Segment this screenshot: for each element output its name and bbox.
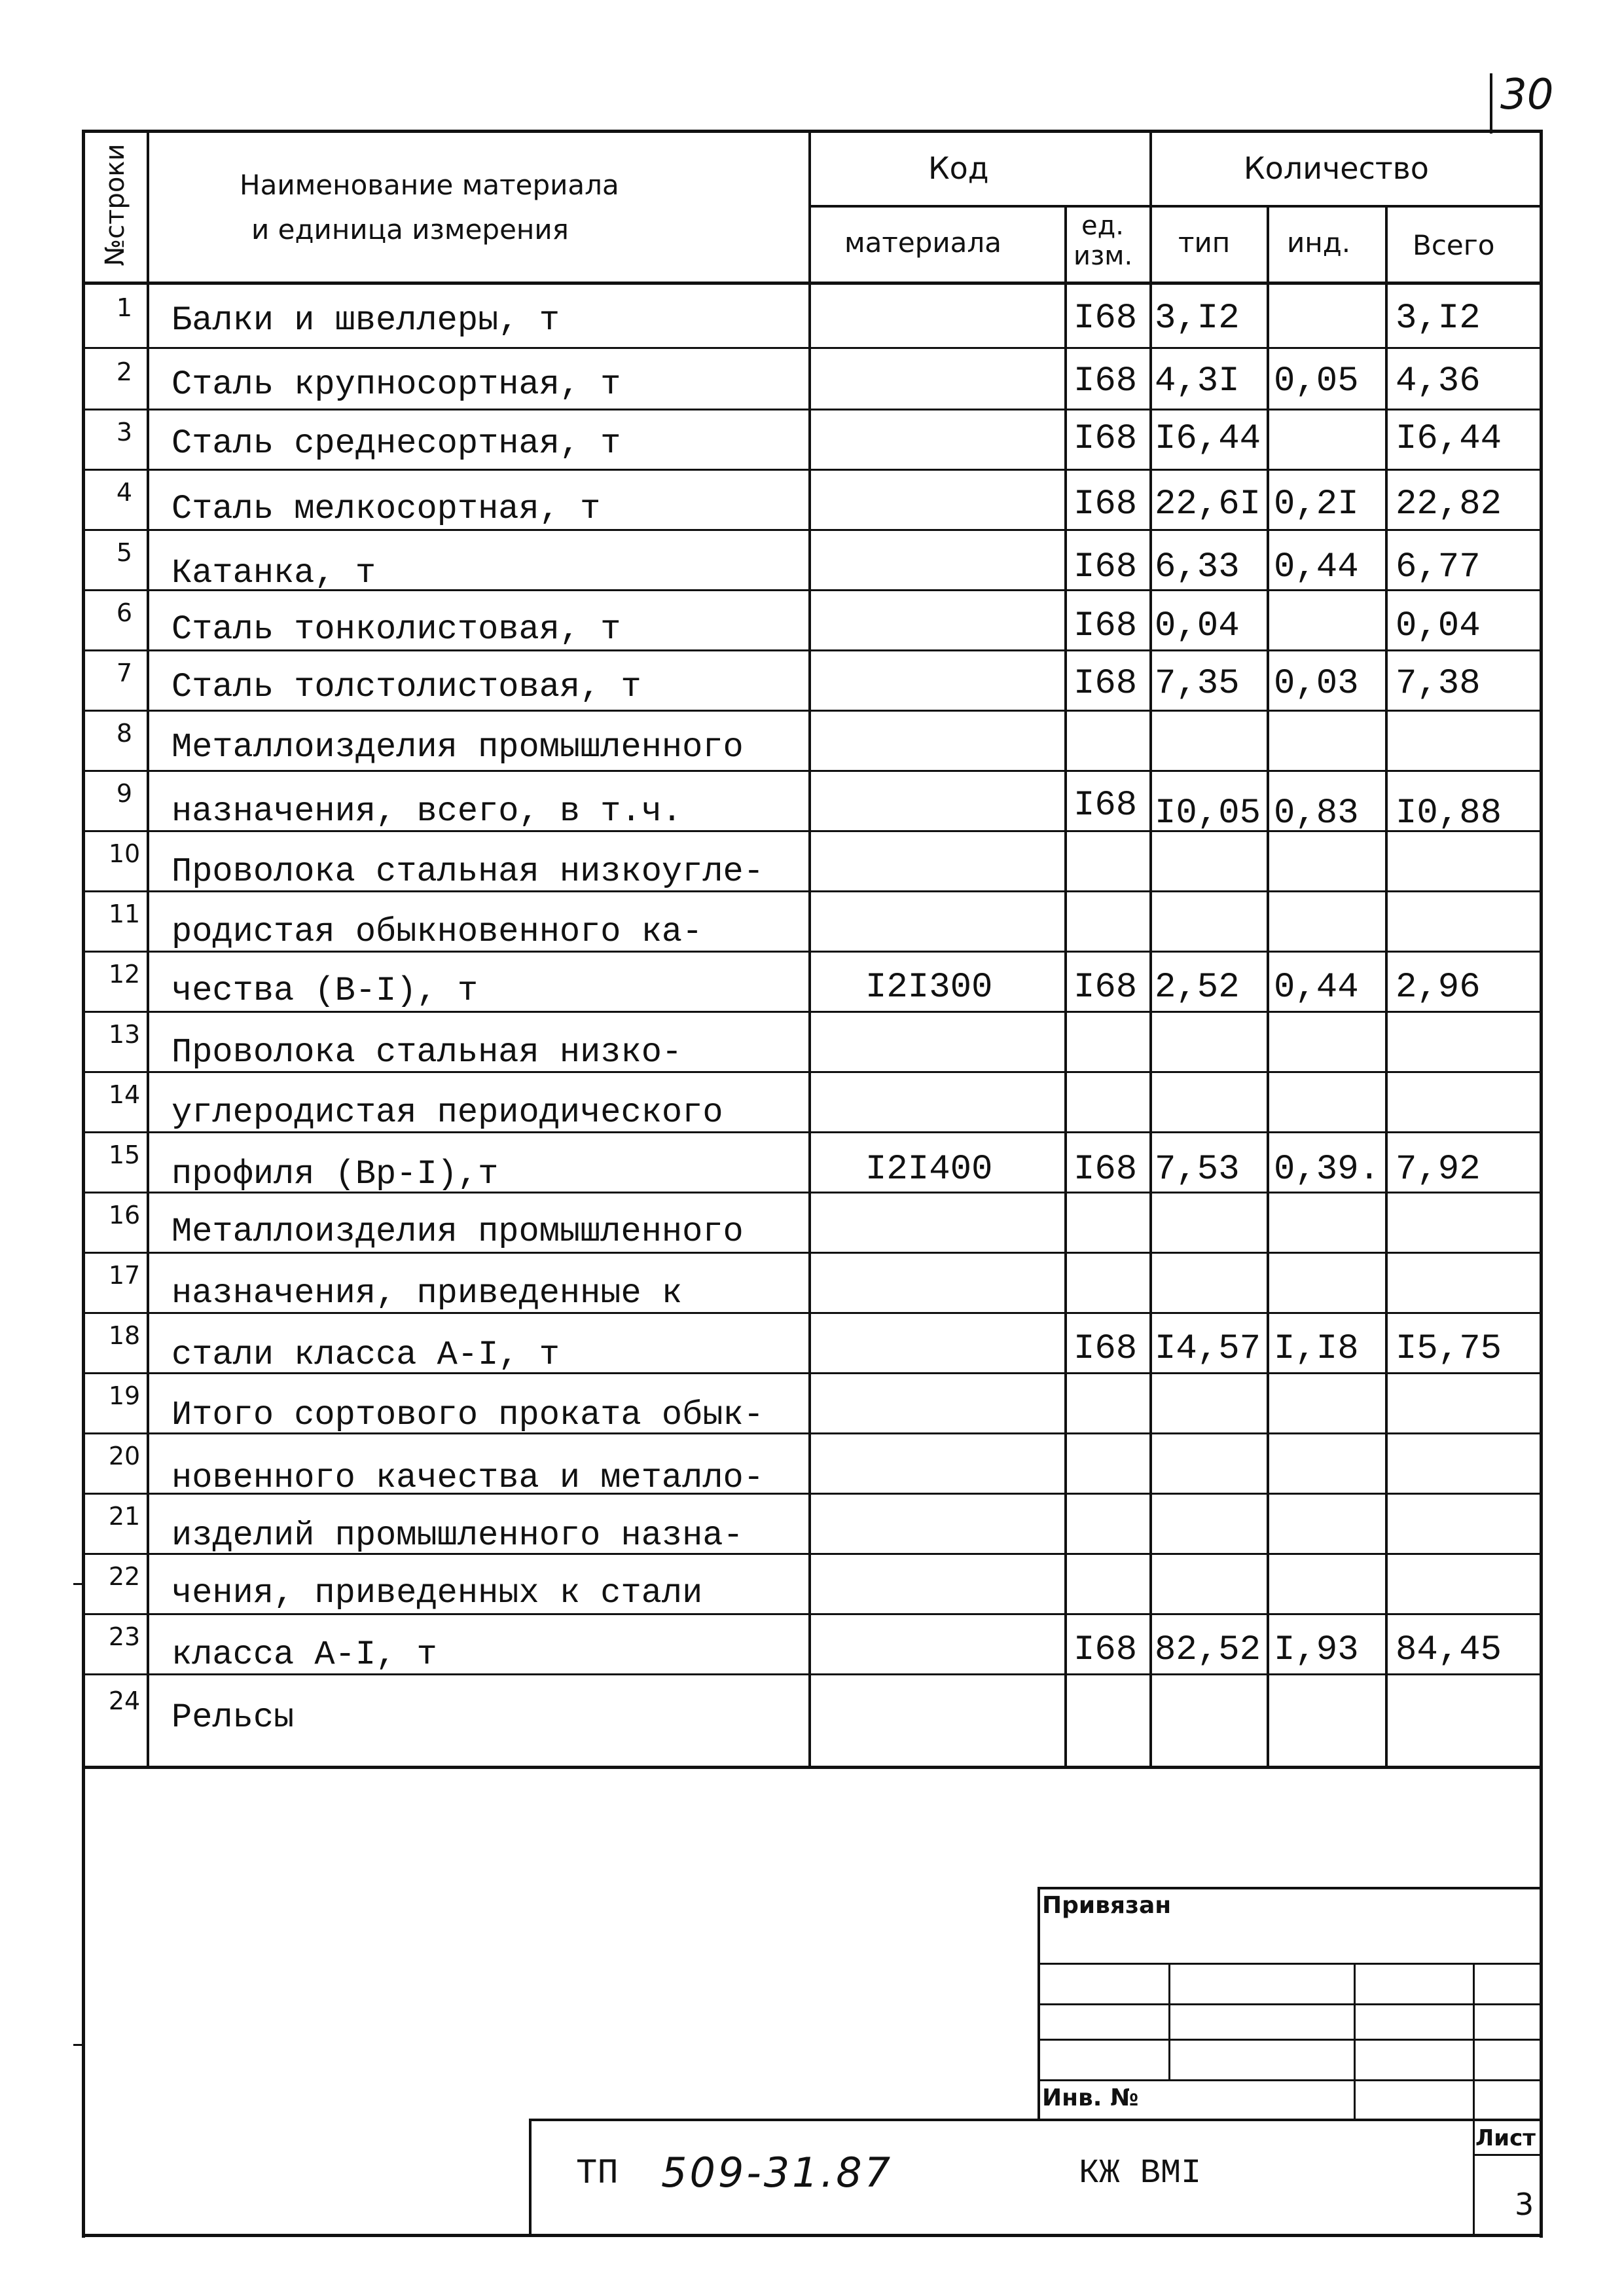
row-unit: I68: [1074, 664, 1138, 704]
row-name: Сталь толстолистовая, т: [171, 668, 641, 706]
row-name: родистая обыкновенного ка-: [171, 913, 703, 951]
row-number: 12: [108, 960, 141, 989]
row-number: 23: [108, 1622, 141, 1651]
row-name: Сталь мелкосортная, т: [171, 490, 601, 528]
row-ind: 0,39.: [1274, 1150, 1380, 1190]
row-number: 7: [116, 659, 133, 687]
row-type: I4,57: [1155, 1329, 1261, 1369]
row-number: 11: [108, 900, 141, 928]
row-name: Проволока стальная низкоугле-: [171, 852, 764, 891]
row-type: 22,6I: [1155, 484, 1261, 524]
row-name: Итого сортового проката обык-: [171, 1396, 764, 1434]
row-total: 2,96: [1396, 968, 1481, 1008]
row-ind: 0,44: [1274, 968, 1359, 1008]
header-code: Код: [928, 151, 989, 186]
header-unit-line2: изм.: [1074, 241, 1133, 271]
row-number: 18: [108, 1321, 141, 1350]
row-number: 16: [108, 1201, 141, 1230]
row-number: 9: [116, 779, 133, 808]
row-name: Металлоизделия промышленного: [171, 1212, 744, 1251]
header-unit-line1: ед.: [1081, 211, 1124, 241]
document-code: КЖ ВМI: [1079, 2154, 1202, 2193]
row-type: 6,33: [1155, 547, 1240, 587]
row-unit: I68: [1074, 1150, 1138, 1190]
row-type: 7,53: [1155, 1150, 1240, 1190]
inventory-number-label: Инв. №: [1042, 2085, 1139, 2111]
row-total: I6,44: [1396, 419, 1502, 459]
header-name-line2: и единица измерения: [251, 213, 569, 246]
row-ind: I,93: [1274, 1630, 1359, 1670]
row-name: Балки и швеллеры, т: [171, 301, 560, 340]
row-name: Проволока стальная низко-: [171, 1033, 683, 1072]
row-ind: 0,2I: [1274, 484, 1359, 524]
header-qty-type: тип: [1178, 227, 1231, 259]
document-number: 509-31.87: [661, 2149, 893, 2196]
row-number: 21: [108, 1502, 141, 1531]
row-name: назначения, приведенные к: [171, 1274, 683, 1313]
sheet-number: 3: [1515, 2187, 1534, 2222]
row-number: 10: [108, 839, 141, 868]
row-name: Рельсы: [171, 1698, 295, 1737]
row-name: стали класса A-I, т: [171, 1336, 560, 1374]
row-unit: I68: [1074, 1630, 1138, 1670]
row-type: I6,44: [1155, 419, 1261, 459]
row-name: профиля (Bp-I),т: [171, 1155, 499, 1194]
row-unit: I68: [1074, 1329, 1138, 1369]
row-unit: I68: [1074, 968, 1138, 1008]
row-code: I2I300: [865, 968, 993, 1008]
row-number: 5: [116, 538, 133, 567]
page-number: 30: [1500, 71, 1554, 119]
header-qty-total: Всего: [1413, 229, 1495, 261]
row-name: чения, приведенных к стали: [171, 1574, 703, 1613]
row-type: 2,52: [1155, 968, 1240, 1008]
row-name: углеродистая периодического: [171, 1093, 723, 1132]
row-number: 19: [108, 1381, 141, 1410]
row-name: Катанка, т: [171, 554, 376, 592]
row-name: Сталь крупносортная, т: [171, 365, 621, 404]
row-number: 3: [116, 418, 133, 446]
header-qty-ind: инд.: [1287, 227, 1351, 259]
row-name: Сталь тонколистовая, т: [171, 610, 621, 649]
row-number: 20: [108, 1442, 141, 1470]
row-name: назначения, всего, в т.ч.: [171, 792, 683, 831]
row-name: изделий промышленного назна-: [171, 1516, 744, 1555]
row-total: I0,88: [1396, 793, 1502, 833]
row-name: чества (B-I), т: [171, 972, 478, 1010]
row-total: 4,36: [1396, 361, 1481, 401]
row-code: I2I400: [865, 1150, 993, 1190]
row-ind: 0,83: [1274, 793, 1359, 833]
row-number: 13: [108, 1020, 141, 1049]
header-code-material: материала: [844, 227, 1002, 259]
header-row-number: №строки: [100, 143, 130, 266]
row-type: 0,04: [1155, 606, 1240, 646]
row-unit: I68: [1074, 484, 1138, 524]
row-type: I0,05: [1155, 793, 1261, 833]
row-number: 22: [108, 1562, 141, 1591]
sheet-label: Лист: [1475, 2125, 1536, 2151]
row-type: 3,I2: [1155, 299, 1240, 338]
row-ind: 0,05: [1274, 361, 1359, 401]
row-number: 8: [116, 719, 133, 748]
row-number: 15: [108, 1140, 141, 1169]
document-prefix: ТП: [576, 2154, 619, 2194]
row-unit: I68: [1074, 419, 1138, 459]
bound-label: Привязан: [1042, 1892, 1172, 1919]
row-total: 7,92: [1396, 1150, 1481, 1190]
header-name-line1: Наименование материала: [240, 169, 619, 201]
row-number: 17: [108, 1261, 141, 1290]
row-number: 4: [116, 478, 133, 507]
row-ind: 0,44: [1274, 547, 1359, 587]
header-quantity: Количество: [1244, 151, 1429, 186]
row-name: класса A-I, т: [171, 1635, 437, 1674]
row-unit: I68: [1074, 299, 1138, 338]
row-unit: I68: [1074, 547, 1138, 587]
row-total: 3,I2: [1396, 299, 1481, 338]
row-number: 14: [108, 1080, 141, 1109]
row-number: 2: [116, 357, 133, 386]
row-total: 7,38: [1396, 664, 1481, 704]
row-number: 6: [116, 598, 133, 627]
row-ind: 0,03: [1274, 664, 1359, 704]
row-unit: I68: [1074, 606, 1138, 646]
row-total: 84,45: [1396, 1630, 1502, 1670]
row-number: 1: [116, 293, 133, 322]
row-number: 24: [108, 1686, 141, 1715]
row-total: I5,75: [1396, 1329, 1502, 1369]
row-name: Металлоизделия промышленного: [171, 728, 744, 767]
row-unit: I68: [1074, 786, 1138, 826]
row-total: 22,82: [1396, 484, 1502, 524]
row-total: 0,04: [1396, 606, 1481, 646]
row-ind: I,I8: [1274, 1329, 1359, 1369]
row-total: 6,77: [1396, 547, 1481, 587]
row-type: 7,35: [1155, 664, 1240, 704]
row-unit: I68: [1074, 361, 1138, 401]
row-name: новенного качества и металло-: [171, 1459, 764, 1497]
row-type: 4,3I: [1155, 361, 1240, 401]
row-name: Сталь среднесортная, т: [171, 424, 621, 463]
row-type: 82,52: [1155, 1630, 1261, 1670]
